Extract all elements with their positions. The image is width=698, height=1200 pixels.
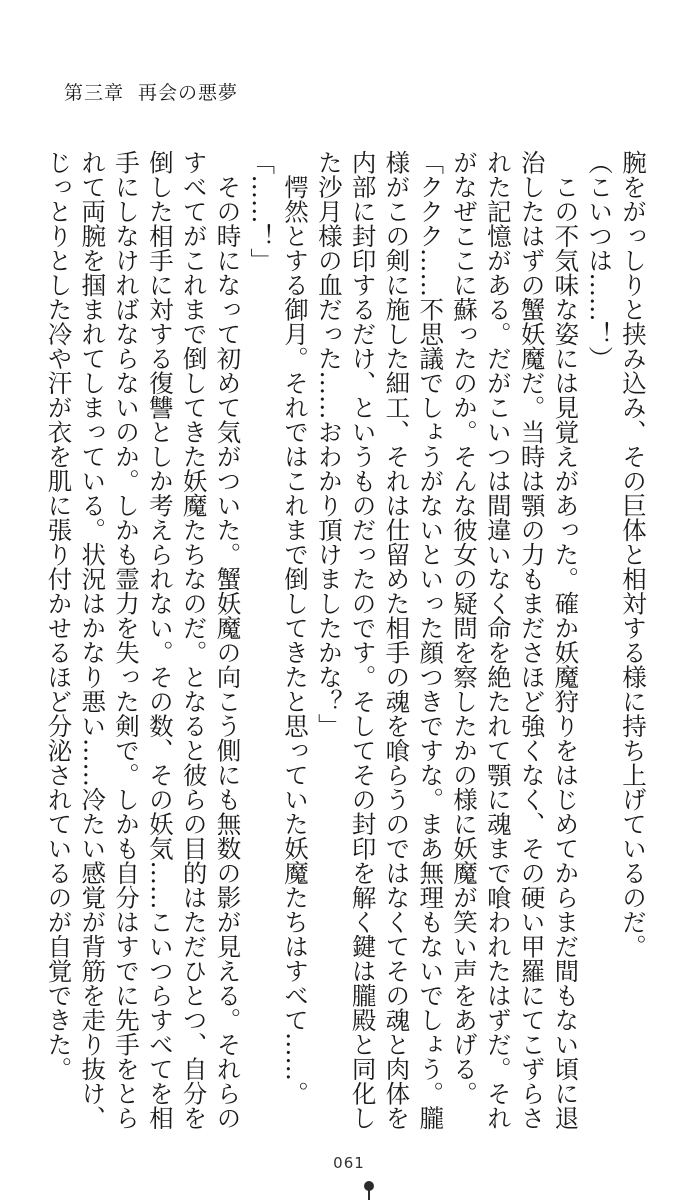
text-line: た沙月様の血だった……おわかり頂けましたかな？」 — [314, 150, 344, 738]
text-line: 愕然とする御月。それではこれまで倒してきたと思っていた妖魔たちはすべて……。 — [281, 150, 311, 1106]
page-marker-stem — [368, 1189, 370, 1200]
text-line: その時になって初めて気がついた。蟹妖魔の向こう側にも無数の影が見える。それらの — [213, 150, 243, 1130]
page-number: 061 — [333, 1154, 365, 1172]
text-line: （こいつは……！） — [585, 150, 615, 371]
chapter-header — [64, 78, 238, 105]
text-line: 手にしなければならないのか。しかも霊力を失った剣で。しかも自分はすでに先手をとら — [112, 150, 142, 1130]
text-line: れて両腕を掴まれてしまっている。状況はかなり悪い……冷たい感覚が背筋を走り抜け、 — [78, 150, 108, 1130]
text-line: すべてがこれまで倒してきた妖魔たちなのだ。となると彼らの目的はただひとつ、自分を — [179, 150, 209, 1130]
text-line: 腕をがっしりと挟み込み、その巨体と相対する様に持ち上げているのだ。 — [619, 150, 648, 959]
text-line: 倒した相手に対する復讐としか考えられない。その数、その妖気……こいつらすべてを相 — [145, 150, 175, 1130]
text-line: 様がこの剣に施した細工、それは仕留めた相手の魂を喰らうのではなくてその魂と肉体を — [382, 150, 412, 1130]
text-line: 「……！」 — [247, 150, 277, 273]
text-line: 内部に封印するだけ、というものだったのです。そしてその封印を解く鍵は朧殿と同化し — [348, 150, 378, 1130]
body-text — [44, 150, 650, 1130]
chapter-number: 第三章 — [64, 82, 125, 104]
text-line: じっとりとした冷や汗が衣を肌に張り付かせるほど分泌されているのが自覚できた。 — [44, 150, 74, 1081]
text-line: がなぜここに蘇ったのか。そんな彼女の疑問を察したかの様に妖魔が笑い声をあげる。 — [450, 150, 480, 1106]
text-line: 治したはずの蟹妖魔だ。当時は顎の力もまださほど強くなく、その硬い甲羅にてこずらさ — [517, 150, 547, 1130]
chapter-title: 再会の悪夢 — [138, 82, 239, 104]
text-line: この不気味な姿には見覚えがあった。確か妖魔狩りをはじめてからまだ間もない頃に退 — [551, 150, 581, 1130]
text-line: 「ククク……不思議でしょうがないといった顔つきですな。まあ無理もないでしょう。朧 — [416, 150, 446, 1130]
text-line: れた記憶がある。だがこいつは間違いなく命を絶たれて顎に魂まで喰われたはずだ。それ — [483, 150, 513, 1130]
